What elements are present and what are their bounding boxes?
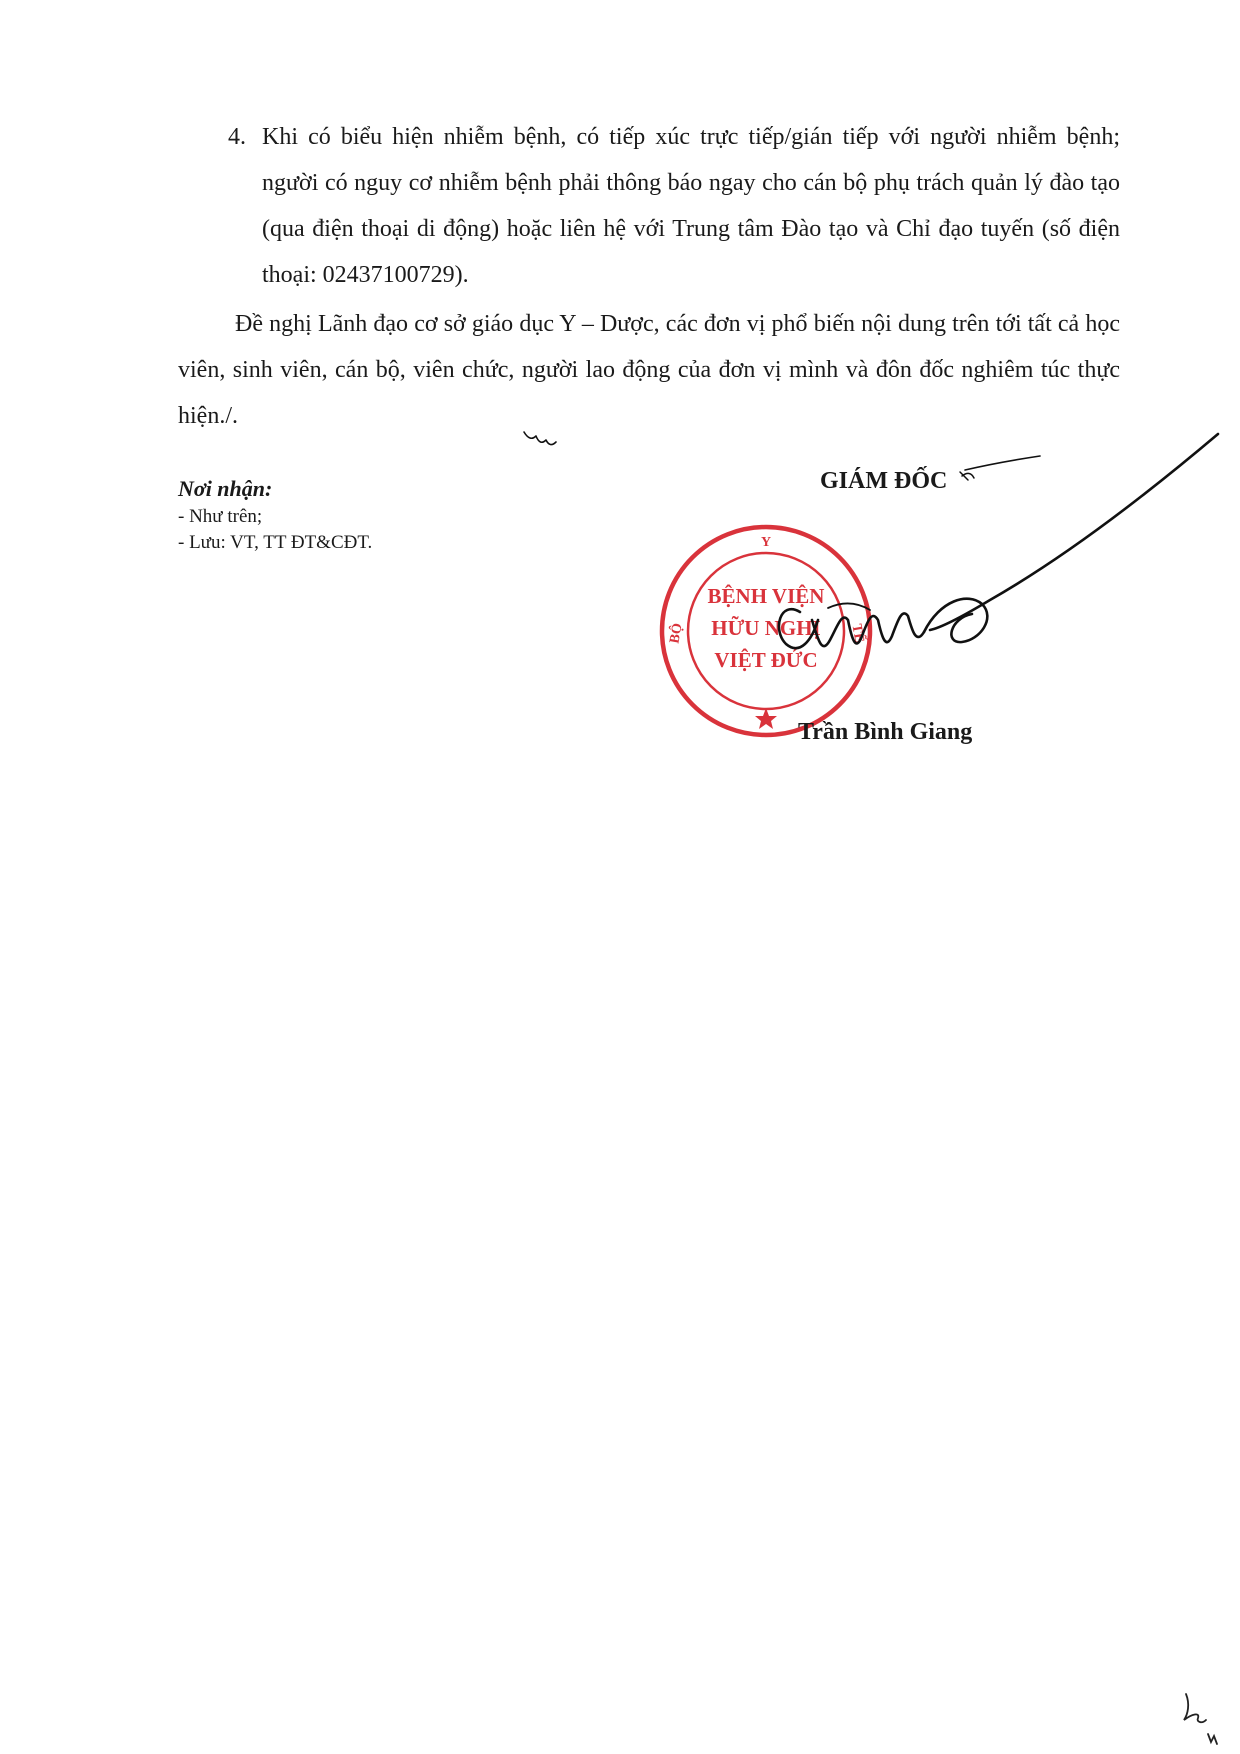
recipient-line: - Như trên; [178,506,263,527]
list-item-4 [228,114,1120,298]
recipient-line: - Lưu: VT, TT ĐT&CĐT. [178,532,373,553]
official-stamp [654,522,878,740]
stamp-line-2: HỮU NGHỊ [711,616,821,640]
closing-paragraph [178,301,1120,439]
closing-paragraph-text: Đề nghị Lãnh đạo cơ sở giáo dục Y – Dược, các đơn vị phổ biến nội dung trên tới tất cả học viên, sinh viên, cán bộ, viên chức, người lao động của đơn vị mình và đôn đốc nghiêm túc thực hiện./. [178,311,1120,429]
stamp-right-letter: TẾ [848,622,867,644]
stamp-star-icon [755,708,777,729]
signer-title: GIÁM ĐỐC [820,468,948,494]
stamp-top-letter: Y [760,535,772,550]
recipients-heading: Nơi nhận: [178,476,273,501]
signer-name: Trần Bình Giang [798,719,973,745]
stamp-line-1: BỆNH VIỆN [707,584,825,608]
margin-initial-mark [1178,1684,1226,1750]
list-item-text: Khi có biểu hiện nhiễm bệnh, có tiếp xúc trực tiếp/gián tiếp với người nhiễm bệnh; người có nguy cơ nhiễm bệnh phải thông báo ngay cho cán bộ phụ trách quản lý đào tạo (qua điện thoại di động) hoặc liên hệ với Trung tâm Đào tạo và Chỉ đạo tuyến (số điện thoại: 02437100729). [262,124,1120,288]
stamp-left-letter: BỘ [667,622,686,645]
recipients-block [178,474,372,556]
list-item-number: 4. [228,124,246,150]
stamp-line-3: VIỆT ĐỨC [714,648,818,672]
